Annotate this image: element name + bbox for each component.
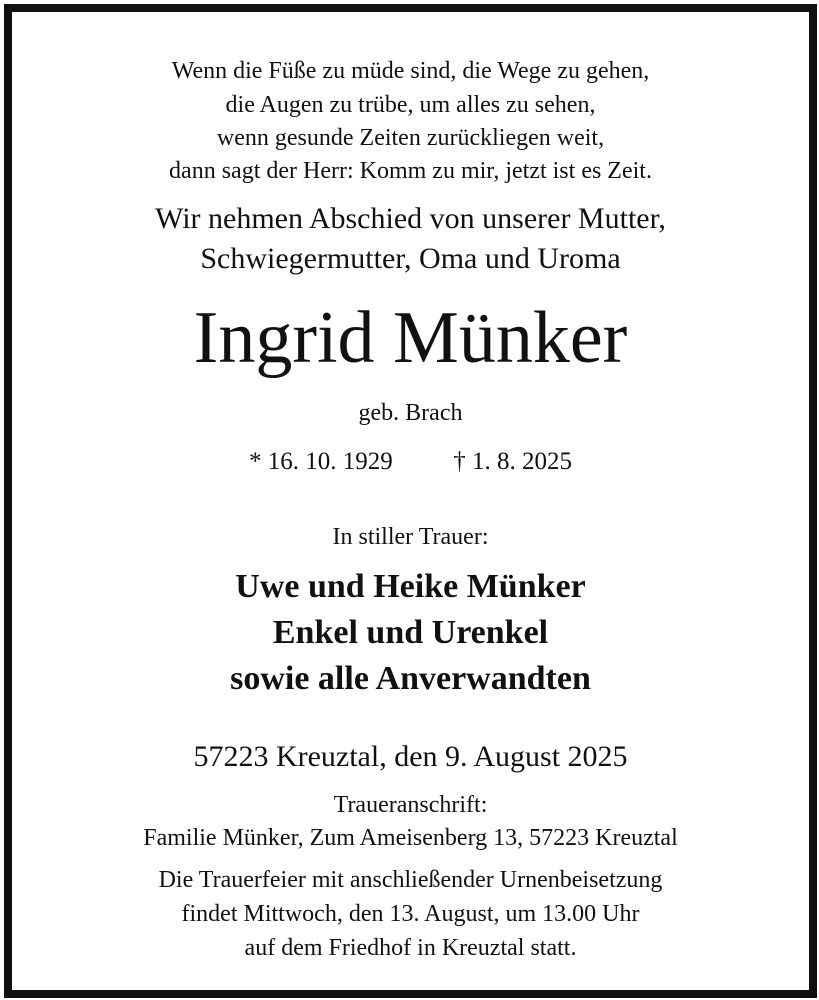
obituary-frame	[4, 4, 817, 998]
maiden-name: geb. Brach	[358, 400, 463, 426]
deceased-name: Ingrid Münker	[193, 297, 628, 379]
address-value: Familie Münker, Zum Ameisenberg 13, 57223 Kreuztal	[143, 825, 678, 851]
family-line-3: sowie alle Anverwandten	[230, 660, 591, 697]
family-line-1: Uwe und Heike Münker	[235, 568, 586, 605]
death-date: † 1. 8. 2025	[453, 448, 572, 475]
family-line-2: Enkel und Urenkel	[272, 614, 549, 651]
ceremony-line-2: findet Mittwoch, den 13. August, um 13.00 Uhr	[181, 901, 640, 927]
intro-line-2: Schwiegermutter, Oma und Uroma	[200, 242, 621, 275]
poem-line-4: dann sagt der Herr: Komm zu mir, jetzt ist es Zeit.	[169, 158, 652, 184]
birth-date: * 16. 10. 1929	[249, 448, 393, 475]
life-dates	[12, 448, 809, 476]
mourning-label: In stiller Trauer:	[332, 524, 489, 550]
poem-line-2: die Augen zu trübe, um alles zu sehen,	[225, 92, 596, 118]
intro-line-1: Wir nehmen Abschied von unserer Mutter,	[155, 202, 666, 235]
ceremony-line-3: auf dem Friedhof in Kreuztal statt.	[244, 935, 577, 961]
poem-line-3: wenn gesunde Zeiten zurückliegen weit,	[216, 125, 605, 151]
poem-line-1: Wenn die Füße zu müde sind, die Wege zu gehen,	[171, 58, 650, 84]
ceremony-line-1: Die Trauerfeier mit anschließender Urnenbeisetzung	[158, 867, 663, 893]
address-label: Traueranschrift:	[333, 792, 488, 818]
place-date: 57223 Kreuztal, den 9. August 2025	[193, 740, 628, 773]
